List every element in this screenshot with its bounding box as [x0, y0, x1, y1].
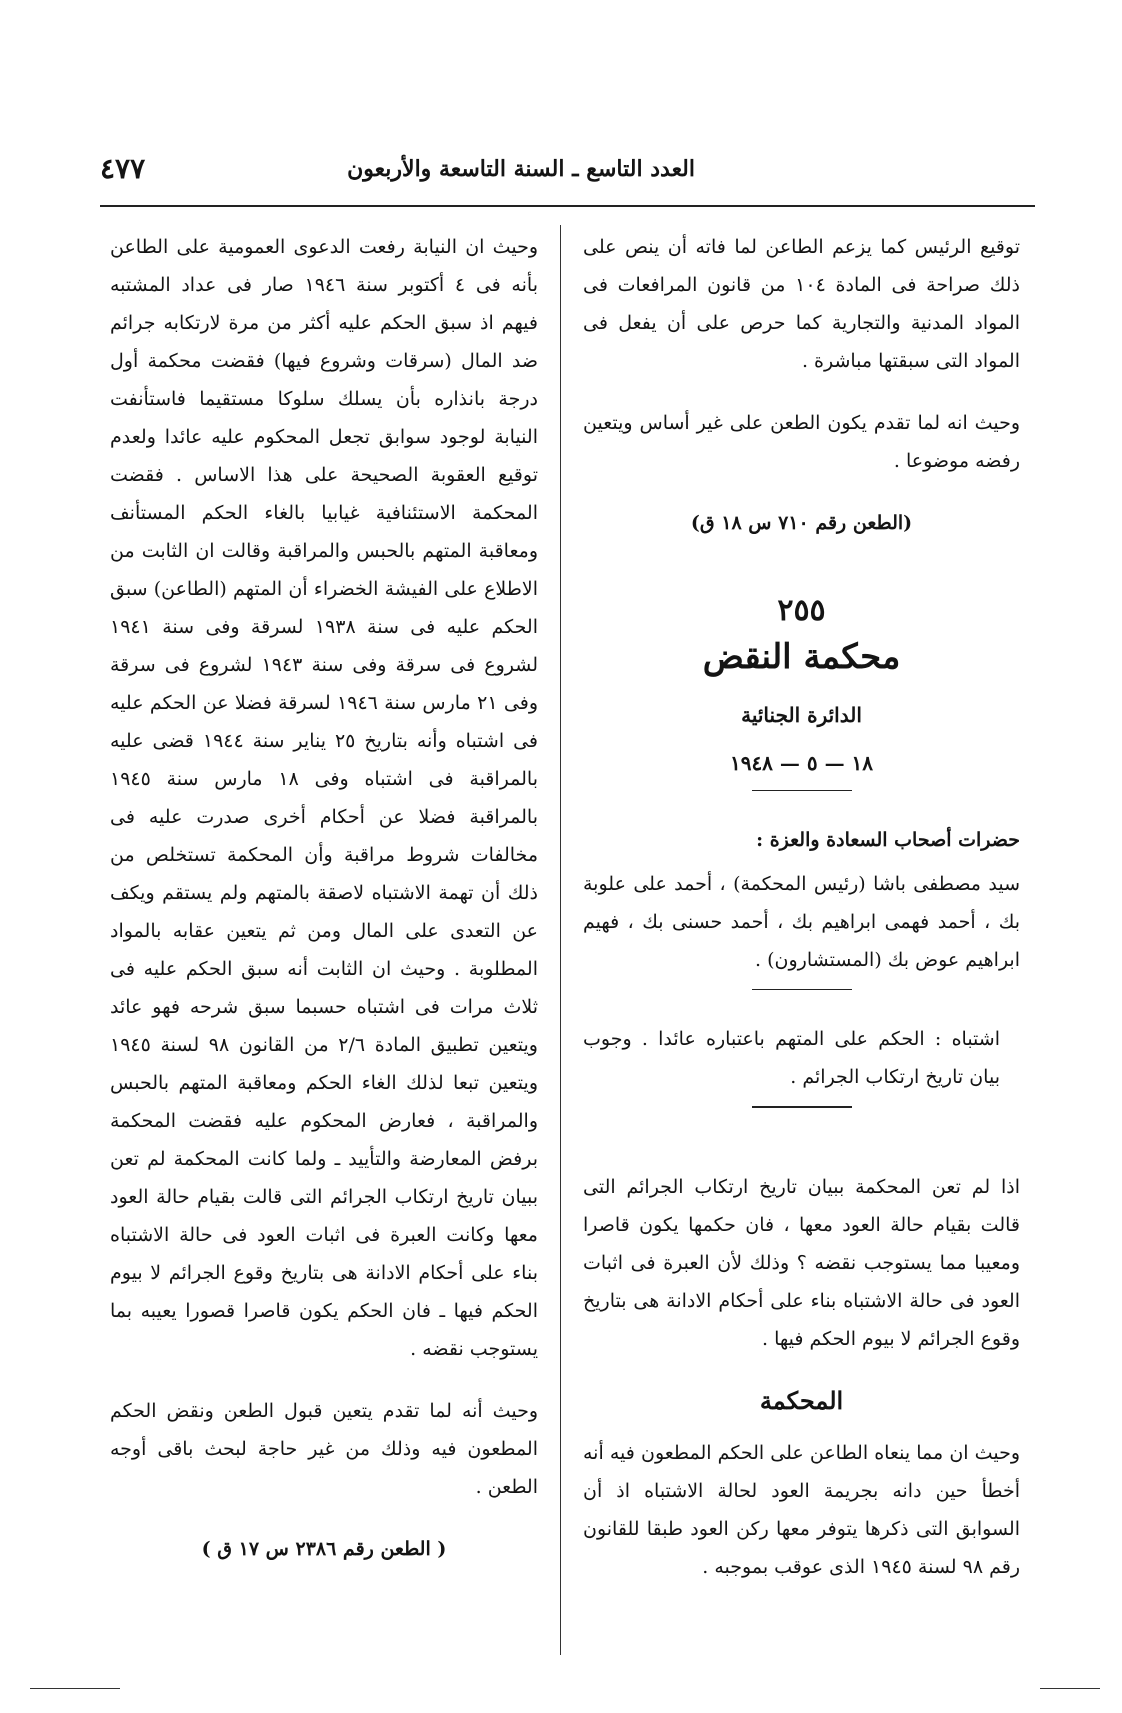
judgment-date: ١٨ — ٥ — ١٩٤٨ [729, 751, 874, 775]
page-number: ٤٧٧ [100, 152, 146, 185]
case-summary: اشتباه : الحكم على المتهم باعتباره عائدا . وجوب بيان تاريخ ارتكاب الجرائم . [583, 1028, 1000, 1088]
section-title: المحكمة [759, 1386, 844, 1415]
case-holding: اذا لم تعن المحكمة ببيان تاريخ ارتكاب الجرائم التى قالت بقيام حالة العود معها ، فان حكمها يكون قاصرا ومعيبا مما يستوجب نقضه ؟ وذلك لأن العبرة فى اثبات العود فى حالة الاشتباه بناء على أحكام الادانة هى بتاريخ وقوع الجرائم لا بيوم الحكم فيها . [583, 1176, 1020, 1350]
right-paragraph-1: توقيع الرئيس كما يزعم الطاعن لما فاته أن ينص على ذلك صراحة فى المادة ١٠٤ من قانون المرافعات فى المواد المدنية والتجارية كما حرص على أن يفعل فى المواد التى سبقتها مباشرة . [583, 236, 1020, 372]
left-column [110, 228, 538, 1598]
court-circuit: الدائرة الجنائية [741, 703, 862, 727]
left-paragraph-2: وحيث أنه لما تقدم يتعين قبول الطعن ونقض الحكم المطعون فيه وذلك من غير حاجة لبحث باقى أوجه الطعن . [110, 1400, 538, 1498]
footer-rule-right [1040, 1688, 1100, 1689]
date-rule [752, 790, 852, 791]
right-paragraph-2: وحيث انه لما تقدم يكون الطعن على غير أساس ويتعين رفضه موضوعا . [583, 412, 1020, 472]
summary-rule [752, 1106, 852, 1108]
case-number: ٢٥٥ [777, 593, 826, 628]
left-paragraph-1: وحيث ان النيابة رفعت الدعوى العمومية على الطاعن بأنه فى ٤ أكتوبر سنة ١٩٤٦ صار فى عداد المشتبه فيهم اذ سبق الحكم عليه أكثر من مرة لارتكابه جرائم ضد المال (سرقات وشروع فيها) فقضت محكمة أول درجة بانذاره بأن يسلك سلوكا مستقيما فاستأنفت النيابة لوجود سوابق تجعل المحكوم عليه عائدا ولعدم توقيع العقوبة الصحيحة على هذا الاساس . فقضت المحكمة الاستئنافية غيابيا بالغاء الحكم المستأنف ومعاقبة المتهم بالحبس والمراقبة وقالت ان الثابت من الاطلاع على الفيشة الخضراء أن المتهم (الطاعن) سبق الحكم عليه فى سنة ١٩٣٨ لسرقة وفى سنة ١٩٤١ لشروع فى سرقة وفى سنة ١٩٤٣ لشروع فى سرقة وفى ٢١ مارس سنة ١٩٤٦ لسرقة فضلا عن الحكم عليه فى اشتباه وأنه بتاريخ ٢٥ يناير سنة ١٩٤٤ قضى عليه بالمراقبة فى اشتباه وفى ١٨ مارس سنة ١٩٤٥ بالمراقبة فضلا عن أحكام أخرى صدرت عليه فى مخالفات شروط مراقبة وأن المحكمة تستخلص من ذلك أن تهمة الاشتباه لاصقة بالمتهم ولم يستقم ويكف عن التعدى على المال ومن ثم يتعين عقابه بالمواد المطلوبة . وحيث ان الثابت أنه سبق الحكم عليه فى ثلاث مرات فى اشتباه حسبما سبق شرحه فهو عائد ويتعين تطبيق المادة ٢/٦ من القانون ٩٨ لسنة ١٩٤٥ ويتعين تبعا لذلك الغاء الحكم ومعاقبة المتهم بالحبس والمراقبة ، فعارض المحكوم عليه فقضت المحكمة برفض المعارضة والتأييد ـ ولما كانت المحكمة لم تعن ببيان تاريخ ارتكاب الجرائم التى قالت بقيام حالة العود معها وكانت العبرة فى اثبات العود فى حالة الاشتباه بناء على أحكام الادانة هى بتاريخ وقوع الجرائم لا بيوم الحكم فيها ـ فان الحكم يكون قاصرا قصورا يعيبه بما يستوجب نقضه . [110, 236, 539, 1360]
page-header [100, 150, 1035, 200]
members-rule [752, 989, 852, 990]
right-column [583, 228, 1020, 1610]
right-citation: (الطعن رقم ٧١٠ س ١٨ ق) [690, 512, 913, 534]
column-divider [560, 225, 561, 1655]
footer-rule-left [30, 1688, 120, 1689]
members-list: سيد مصطفى باشا (رئيس المحكمة) ، أحمد على علوبة بك ، أحمد فهمى ابراهيم بك ، أحمد حسنى بك ، فهيم ابراهيم عوض بك (المستشارون) . [583, 873, 1020, 971]
members-title: حضرات أصحاب السعادة والعزة : [756, 829, 1020, 851]
right-paragraph-3: وحيث ان مما ينعاه الطاعن على الحكم المطعون فيه أنه أخطأ حين دانه بجريمة العود لحالة الاشتباه اذ أن السوابق التى ذكرها يتوفر معها ركن العود طبقا للقانون رقم ٩٨ لسنة ١٩٤٥ الذى عوقب بموجبه . [583, 1442, 1020, 1578]
header-rule [100, 205, 1035, 207]
left-citation: ( الطعن رقم ٢٣٨٦ س ١٧ ق ) [201, 1538, 447, 1560]
court-name: محكمة النقض [702, 637, 901, 677]
header-title: العدد التاسع ـ السنة التاسعة والأربعون [347, 156, 695, 182]
